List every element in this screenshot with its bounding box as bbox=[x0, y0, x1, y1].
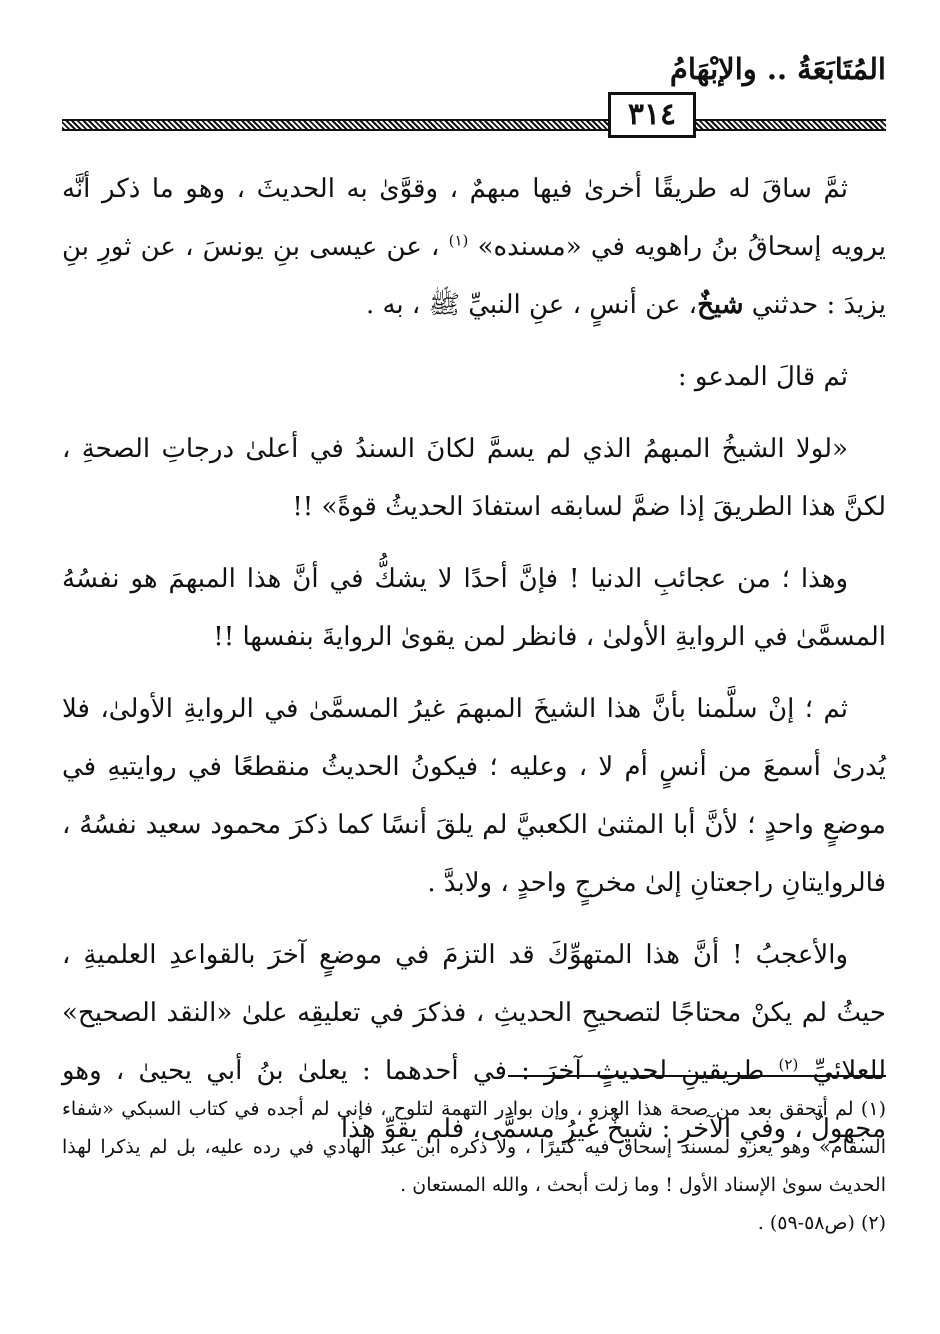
paragraph-6-text-a: والأعجبُ ! أنَّ هذا المتهوِّكَ قد التزمَ في موضعٍ آخرَ بالقواعدِ العلميةِ ، حيثُ لم يكنْ محتاجًا لتصحيحِ الحديثِ ، فذكرَ في تعليقِه علىٰ «النقد الصحيح» للعلائيِّ bbox=[62, 940, 886, 1086]
footnote-2: (٢) (ص٥٨-٥٩) . bbox=[757, 1212, 886, 1234]
footnote-ref-2: (٢) bbox=[778, 1055, 799, 1074]
bold-word-sheikh: شيخٌ bbox=[697, 290, 744, 320]
main-text bbox=[62, 160, 886, 1172]
paragraph-3-quote: «لولا الشيخُ المبهمُ الذي لم يسمَّ لكانَ السندُ في أعلىٰ درجاتِ الصحةِ ، لكنَّ هذا الطريقَ إذا ضمَّ لسابقه استفادَ الحديثُ قوةً» !! bbox=[62, 434, 886, 522]
paragraph-4: وهذا ؛ من عجائبِ الدنيا ! فإنَّ أحدًا لا يشكُّ في أنَّ هذا المبهمَ هو نفسُهُ المسمَّىٰ في الروايةِ الأولىٰ ، فانظر لمن يقوىٰ الروايةَ بنفسها !! bbox=[62, 564, 886, 652]
paragraph-1-text-c: ، عن أنسٍ ، عنِ النبيِّ ﷺ ، به . bbox=[365, 290, 698, 320]
paragraph-2: ثم قالَ المدعو : bbox=[677, 362, 848, 392]
paragraph-1 bbox=[62, 160, 886, 334]
header-rule-right bbox=[684, 119, 886, 131]
running-title: المُتَابَعَةُ .. والإبْهَامُ bbox=[669, 52, 886, 86]
paragraph-5: ثم ؛ إنْ سلَّمنا بأنَّ هذا الشيخَ المبهمَ غيرُ المسمَّىٰ في الروايةِ الأولىٰ، فلا يُدرىٰ أسمعَ من أنسٍ أم لا ، وعليه ؛ فيكونُ الحديثُ منقطعًا في روايتيهِ في موضعٍ واحدٍ ؛ لأنَّ أبا المثنىٰ الكعبيَّ لم يلقَ أنسًا كما ذكرَ محمود سعيد نفسُهُ ، فالروايتانِ راجعتانِ إلىٰ مخرجٍ واحدٍ ، ولابدَّ . bbox=[62, 694, 886, 898]
paragraph-1-text-b: ، عن عيسى بنِ يونسَ ، عن ثورِ بنِ يزيدَ : حدثني bbox=[62, 232, 886, 320]
footnote-ref-1: (١) bbox=[448, 231, 469, 250]
page-number: ٣١٤ bbox=[608, 92, 696, 138]
header-rule-left bbox=[62, 119, 624, 131]
footnote-1: (١) لم أتحقق بعد من صحة هذا العزو ، وإن بوادر التهمة لتلوح ، فإني لم أجده في كتاب السبكي «شفاء السقام» وهو يعزو لمسند إسحاق فيه كثيرًا ، ولا ذكره ابن عبد الهادي في رده عليه، بل لم يذكرا لهذا الحديث سوىٰ الإسناد الأول ! وما زلت أبحث ، والله المستعان . bbox=[62, 1098, 886, 1196]
page-header bbox=[62, 40, 886, 140]
paragraph-6-text-b: طريقينِ لحديثٍ آخرَ : في أحدهما : يعلىٰ بنُ أبي يحيىٰ ، وهو مجهولٌ ، وفي الآخرِ : شيخٌ غيرُ مسمًّى، فلم يقوِّ هذا bbox=[62, 1056, 886, 1144]
footnotes bbox=[62, 1090, 886, 1242]
paragraph-1-text-a: ثمَّ ساقَ له طريقًا أخرىٰ فيها مبهمٌ ، وقوَّىٰ به الحديثَ ، وهو ما ذكر أنَّه يرويه إسحاقُ بنُ راهويه في «مسنده» bbox=[62, 174, 886, 262]
footnote-separator bbox=[508, 1075, 886, 1077]
